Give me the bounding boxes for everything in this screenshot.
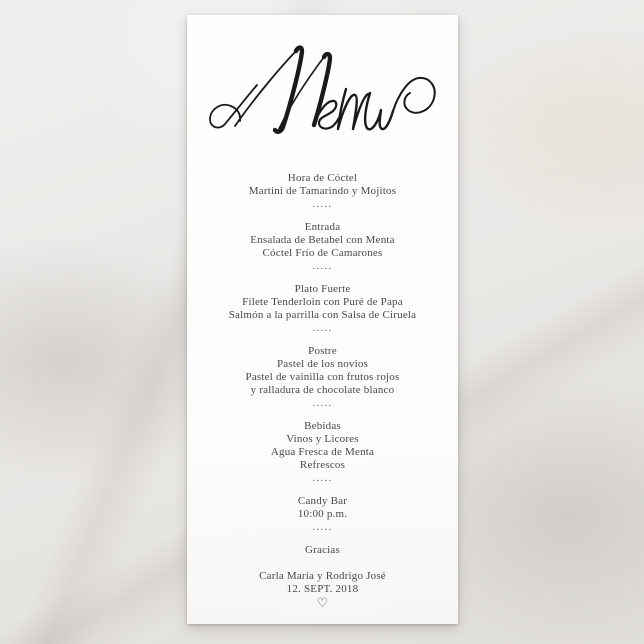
menu-item: Pastel de vainilla con frutos rojos [245,371,400,383]
menu-section [187,172,458,211]
couple-names: Carla María y Rodrigo José [259,570,386,582]
menu-item: Filete Tenderloin con Puré de Papa [242,296,403,308]
section-title: Bebidas [304,420,341,432]
menu-section [187,221,458,273]
menu-item: Cóctel Frío de Camarones [262,247,383,259]
menu-item: y ralladura de chocolate blanco [250,384,395,396]
menu-section [187,345,458,410]
menu-section [187,420,458,485]
menu-item: Pastel de los novios [276,358,369,370]
section-title: Candy Bar [297,495,348,507]
heart-icon: ♡ [316,596,329,611]
menu-item: Ensalada de Betabel con Menta [250,234,395,246]
menu-item: Agua Fresca de Menta [270,446,375,458]
menu-section [187,283,458,335]
menu-card [187,15,458,624]
section-separator: ..... [312,398,333,409]
section-title: Plato Fuerte [294,283,351,295]
wedding-date: 12. SEPT. 2018 [286,583,359,595]
menu-item: Martini de Tamarindo y Mojitos [248,185,397,197]
menu-sections [187,172,458,557]
section-separator: ..... [312,199,333,210]
menu-item: Salmón a la parrilla con Salsa de Ciruela [228,309,417,321]
section-separator: ..... [312,261,333,272]
menu-section [187,495,458,534]
section-title: Gracias [305,544,340,556]
menu-title-calligraphy-icon [187,41,458,146]
card-footer [187,570,458,611]
section-separator: ..... [312,473,333,484]
section-title: Hora de Cóctel [287,172,358,184]
menu-item: Vinos y Licores [286,433,359,445]
section-title: Postre [308,345,337,357]
menu-item: Refrescos [299,459,346,471]
section-title: Entrada [304,221,341,233]
menu-section [187,544,458,557]
section-separator: ..... [312,323,333,334]
section-separator: ..... [312,522,333,533]
menu-item: 10:00 p.m. [297,508,348,520]
